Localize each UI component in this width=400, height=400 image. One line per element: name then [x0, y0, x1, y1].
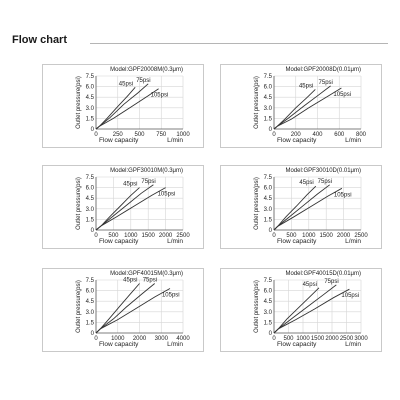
- x-tick-label: 0: [94, 132, 98, 138]
- chart-title: Model:GPF30010M(0.3μm): [110, 168, 183, 174]
- x-tick-label: 2500: [176, 233, 190, 239]
- y-tick-label: 7.5: [263, 175, 272, 181]
- y-tick-label: 0: [268, 331, 272, 337]
- series-line-105psi: [274, 188, 342, 230]
- y-tick-label: 6.0: [263, 84, 272, 91]
- x-tick-label: 750: [156, 132, 167, 138]
- x-axis-label: Flow capacity: [277, 341, 317, 348]
- x-tick-label: 4000: [176, 336, 190, 342]
- series-label-105psi: 105psi: [157, 191, 176, 198]
- series-line-105psi: [96, 289, 170, 334]
- x-tick-label: 3000: [154, 336, 168, 342]
- y-tick-label: 1.5: [85, 217, 94, 224]
- series-label-105psi: 105psi: [333, 92, 352, 99]
- x-tick-label: 500: [134, 132, 145, 138]
- x-tick-label: 0: [94, 336, 98, 342]
- x-axis-unit: L/min: [167, 137, 183, 144]
- x-tick-label: 2000: [158, 233, 173, 239]
- series-line-45psi: [274, 186, 316, 230]
- x-tick-label: 2000: [325, 336, 339, 342]
- y-tick-label: 7.5: [263, 278, 272, 284]
- y-axis-label: Outlet pressure(psi): [254, 177, 260, 230]
- y-tick-label: 3.0: [263, 206, 272, 213]
- series-line-105psi: [274, 88, 341, 129]
- y-tick-label: 7.5: [85, 74, 94, 80]
- y-tick-label: 0: [90, 127, 94, 133]
- x-axis-label: Flow capacity: [277, 137, 317, 144]
- series-line-45psi: [274, 89, 315, 129]
- x-tick-label: 0: [94, 233, 98, 239]
- series-line-75psi: [96, 284, 155, 334]
- x-axis-label: Flow capacity: [99, 341, 139, 348]
- flow-chart-gpf40015m: [43, 269, 203, 351]
- chart-card-gpf40015d: [220, 268, 382, 352]
- x-axis-label: Flow capacity: [277, 238, 317, 245]
- flow-chart-gpf30010d: [221, 166, 381, 248]
- series-label-75psi: 75psi: [324, 278, 339, 285]
- chart-card-gpf20008m: [42, 64, 204, 148]
- series-label-45psi: 45psi: [123, 277, 138, 284]
- x-tick-label: 500: [108, 233, 119, 239]
- x-tick-label: 1500: [310, 336, 325, 342]
- y-tick-label: 1.5: [263, 320, 272, 327]
- x-tick-label: 400: [312, 132, 323, 138]
- x-tick-label: 2000: [132, 336, 147, 342]
- y-tick-label: 3.0: [263, 105, 272, 112]
- series-label-45psi: 45psi: [299, 180, 314, 187]
- y-tick-label: 7.5: [85, 175, 94, 181]
- series-label-75psi: 75psi: [318, 79, 333, 86]
- x-tick-label: 1000: [176, 132, 190, 138]
- title-rule: [90, 43, 388, 44]
- y-tick-label: 6.0: [85, 288, 94, 295]
- y-axis-label: Outlet pressure(psi): [76, 177, 82, 230]
- y-tick-label: 4.5: [85, 95, 94, 102]
- chart-card-gpf20008d: [220, 64, 382, 148]
- page-title: Flow chart: [12, 34, 68, 46]
- series-label-45psi: 45psi: [123, 181, 138, 188]
- flow-chart-gpf20008m: [43, 65, 203, 147]
- y-tick-label: 4.5: [263, 299, 272, 306]
- y-axis-label: Outlet pressure(psi): [254, 280, 260, 333]
- x-axis-label: Flow capacity: [99, 137, 139, 144]
- x-tick-label: 1500: [141, 233, 155, 239]
- y-tick-label: 1.5: [85, 116, 94, 123]
- x-tick-label: 0: [272, 132, 276, 138]
- x-tick-label: 500: [283, 336, 294, 342]
- y-tick-label: 6.0: [85, 84, 94, 91]
- x-tick-label: 1000: [296, 336, 310, 342]
- y-tick-label: 3.0: [85, 309, 94, 316]
- series-line-75psi: [274, 86, 331, 129]
- flow-chart-gpf40015d: [221, 269, 381, 351]
- x-axis-label: Flow capacity: [99, 238, 139, 245]
- x-tick-label: 200: [290, 132, 301, 138]
- y-tick-label: 3.0: [263, 309, 272, 316]
- chart-title: Model:GPF20008D(0.01μm): [285, 67, 361, 73]
- chart-card-gpf40015m: [42, 268, 204, 352]
- page-header: [12, 34, 388, 50]
- series-label-45psi: 45psi: [298, 83, 314, 90]
- x-tick-label: 2000: [336, 233, 351, 239]
- chart-title: Model:GPF40015M(0.3μm): [110, 271, 183, 277]
- y-tick-label: 7.5: [263, 74, 272, 80]
- chart-title: Model:GPF20008M(0.3μm): [110, 67, 183, 73]
- y-axis-label: Outlet pressure(psi): [76, 76, 82, 129]
- series-label-75psi: 75psi: [136, 77, 151, 84]
- x-tick-label: 0: [272, 233, 276, 239]
- x-axis-unit: L/min: [345, 137, 361, 144]
- y-tick-label: 6.0: [263, 288, 272, 295]
- y-tick-label: 3.0: [85, 105, 94, 112]
- series-line-75psi: [96, 84, 148, 129]
- y-tick-label: 3.0: [85, 206, 94, 213]
- x-tick-label: 2500: [339, 336, 354, 342]
- x-axis-unit: L/min: [345, 341, 361, 348]
- flow-chart-gpf30010m: [43, 166, 203, 248]
- y-tick-label: 0: [268, 127, 272, 133]
- series-line-75psi: [96, 185, 153, 230]
- y-tick-label: 0: [90, 331, 94, 337]
- series-label-105psi: 105psi: [341, 293, 360, 300]
- series-line-105psi: [96, 89, 159, 129]
- series-label-105psi: 105psi: [150, 92, 169, 99]
- y-tick-label: 7.5: [85, 278, 94, 284]
- series-label-105psi: 105psi: [333, 192, 352, 199]
- y-tick-label: 1.5: [85, 320, 94, 327]
- y-tick-label: 6.0: [85, 185, 94, 192]
- series-label-75psi: 75psi: [141, 178, 156, 185]
- x-tick-label: 500: [286, 233, 297, 239]
- series-label-45psi: 45psi: [302, 281, 317, 288]
- y-tick-label: 1.5: [263, 217, 272, 224]
- chart-title: Model:GPF40015D(0.01μm): [285, 271, 361, 277]
- chart-card-gpf30010d: [220, 165, 382, 249]
- series-label-75psi: 75psi: [142, 277, 158, 284]
- series-label-75psi: 75psi: [317, 178, 333, 185]
- y-tick-label: 1.5: [263, 116, 272, 123]
- y-tick-label: 4.5: [85, 299, 94, 306]
- flow-chart-gpf20008d: [221, 65, 381, 147]
- y-tick-label: 4.5: [263, 95, 272, 102]
- x-axis-unit: L/min: [345, 238, 361, 245]
- x-axis-unit: L/min: [167, 238, 183, 245]
- series-line-105psi: [274, 289, 349, 333]
- x-tick-label: 0: [272, 336, 276, 342]
- x-axis-unit: L/min: [167, 341, 183, 348]
- x-tick-label: 800: [355, 132, 367, 138]
- x-tick-label: 1000: [302, 233, 316, 239]
- chart-card-gpf30010m: [42, 165, 204, 249]
- x-tick-label: 3000: [354, 336, 368, 342]
- series-label-105psi: 105psi: [161, 292, 180, 299]
- x-tick-label: 1000: [111, 336, 125, 342]
- y-tick-label: 4.5: [263, 196, 272, 203]
- series-label-45psi: 45psi: [118, 81, 134, 88]
- y-tick-label: 0: [90, 228, 94, 234]
- x-tick-label: 600: [334, 132, 345, 138]
- x-tick-label: 1500: [319, 233, 333, 239]
- chart-title: Model:GPF30010D(0.01μm): [285, 168, 361, 174]
- x-tick-label: 1000: [124, 233, 138, 239]
- y-axis-label: Outlet pressure(psi): [76, 280, 82, 333]
- x-tick-label: 2500: [354, 233, 368, 239]
- y-tick-label: 0: [268, 228, 272, 234]
- y-tick-label: 6.0: [263, 185, 272, 192]
- y-axis-label: Outlet pressure(psi): [254, 76, 260, 129]
- x-tick-label: 250: [112, 132, 123, 138]
- y-tick-label: 4.5: [85, 196, 94, 203]
